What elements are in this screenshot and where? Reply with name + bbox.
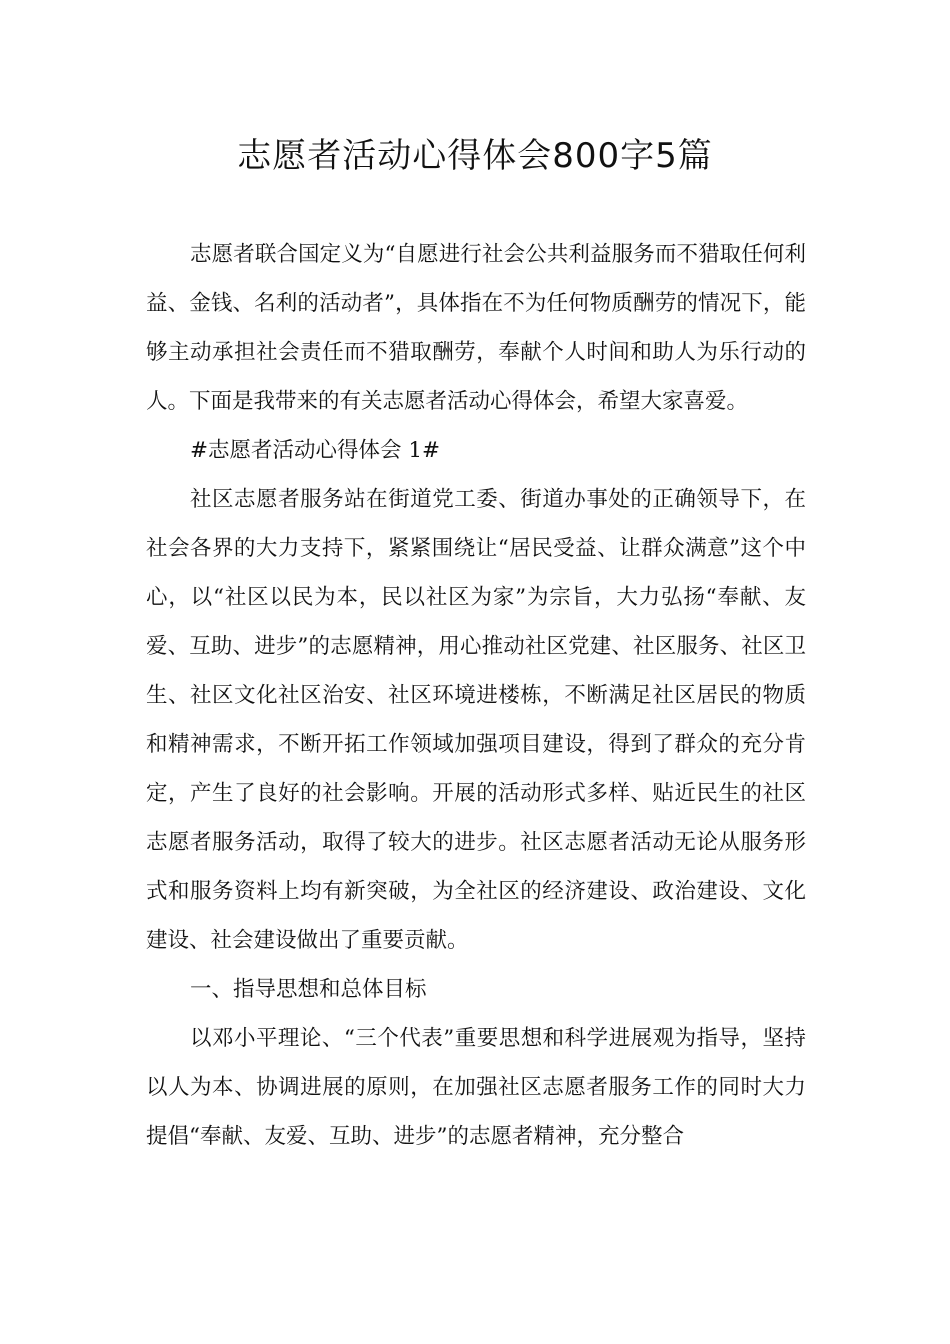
body-paragraph: 社区志愿者服务站在街道党工委、街道办事处的正确领导下，在社会各界的大力支持下，紧紧围绕让“居民受益、让群众满意”这个中心，以“社区以民为本，民以社区为家”为宗旨，大力弘扬“奉献、友爱、互助、进步”的志愿精神，用心推动社区党建、社区服务、社区卫生、社区文化社区治安、社区环境进楼栋，不断满足社区居民的物质和精神需求，不断开拓工作领域加强项目建设，得到了群众的充分肯定，产生了良好的社会影响。开展的活动形式多样、贴近民生的社区志愿者服务活动，取得了较大的进步。社区志愿者活动无论从服务形式和服务资料上均有新突破，为全社区的经济建设、政治建设、文化建设、社会建设做出了重要贡献。	[146, 487, 806, 953]
section-heading-1: #志愿者活动心得体会 1#	[190, 438, 441, 463]
document-body	[146, 230, 806, 1161]
subsection-heading: 一、指导思想和总体目标	[190, 977, 427, 1002]
document-title: 志愿者活动心得体会800字5篇	[237, 136, 713, 176]
body-paragraph: 以邓小平理论、“三个代表”重要思想和科学进展观为指导，坚持以人为本、协调进展的原则，在加强社区志愿者服务工作的同时大力提倡“奉献、友爱、互助、进步”的志愿者精神，充分整合	[146, 1026, 806, 1149]
intro-paragraph: 志愿者联合国定义为“自愿进行社会公共利益服务而不猎取任何利益、金钱、名利的活动者”，具体指在不为任何物质酬劳的情况下，能够主动承担社会责任而不猎取酬劳，奉献个人时间和助人为乐行动的人。下面是我带来的有关志愿者活动心得体会，希望大家喜爱。	[146, 242, 806, 414]
